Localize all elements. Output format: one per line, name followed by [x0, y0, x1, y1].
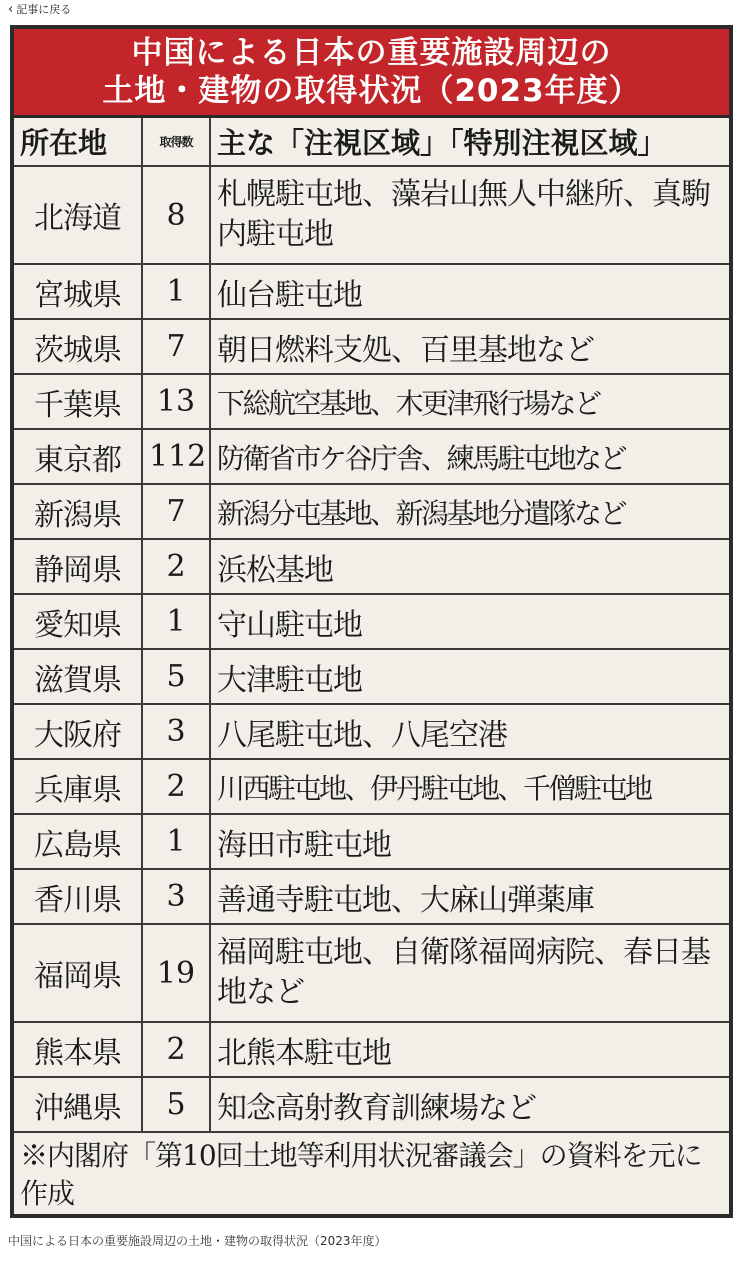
cell-areas: 善通寺駐屯地、大麻山弾薬庫 — [210, 869, 729, 924]
header-count: 取得数 — [142, 118, 210, 166]
table-row — [14, 1077, 729, 1132]
cell-count: 1 — [142, 594, 210, 649]
table-row — [14, 814, 729, 869]
cell-areas: 朝日燃料支処、百里基地など — [210, 319, 729, 374]
cell-count: 5 — [142, 649, 210, 704]
back-to-article-label: 記事に戻る — [16, 3, 72, 16]
header-prefecture: 所在地 — [14, 118, 142, 166]
cell-prefecture: 広島県 — [14, 814, 142, 869]
cell-count: 112 — [142, 429, 210, 484]
cell-areas: 八尾駐屯地、八尾空港 — [210, 704, 729, 759]
cell-areas: 新潟分屯基地、新潟基地分遣隊など — [210, 484, 729, 539]
cell-count: 1 — [142, 264, 210, 319]
cell-count: 3 — [142, 869, 210, 924]
cell-areas: 仙台駐屯地 — [210, 264, 729, 319]
cell-prefecture: 滋賀県 — [14, 649, 142, 704]
source-note: ※内閣府「第10回土地等利用状況審議会」の資料を元に作成 — [20, 1139, 702, 1210]
table-row — [14, 1022, 729, 1077]
acquisition-table — [14, 118, 729, 1133]
cell-areas: 防衛省市ケ谷庁舎、練馬駐屯地など — [210, 429, 729, 484]
table-row — [14, 539, 729, 594]
cell-areas: 浜松基地 — [210, 539, 729, 594]
cell-prefecture: 静岡県 — [14, 539, 142, 594]
cell-areas: 北熊本駐屯地 — [210, 1022, 729, 1077]
cell-areas: 知念高射教育訓練場など — [210, 1077, 729, 1132]
cell-count: 5 — [142, 1077, 210, 1132]
cell-prefecture: 茨城県 — [14, 319, 142, 374]
cell-prefecture: 千葉県 — [14, 374, 142, 429]
cell-count: 19 — [142, 924, 210, 1022]
cell-areas: 札幌駐屯地、藻岩山無人中継所、真駒内駐屯地 — [210, 166, 729, 264]
cell-areas: 大津駐屯地 — [210, 649, 729, 704]
table-header-row — [14, 118, 729, 166]
cell-prefecture: 宮城県 — [14, 264, 142, 319]
image-caption: 中国による日本の重要施設周辺の土地・建物の取得状況（2023年度） — [8, 1234, 387, 1248]
cell-count: 3 — [142, 704, 210, 759]
cell-count: 2 — [142, 539, 210, 594]
figure-title-line-2: 土地・建物の取得状況（2023年度） — [102, 73, 641, 109]
cell-areas: 守山駐屯地 — [210, 594, 729, 649]
table-row — [14, 704, 729, 759]
cell-prefecture: 新潟県 — [14, 484, 142, 539]
cell-prefecture: 沖縄県 — [14, 1077, 142, 1132]
cell-count: 2 — [142, 1022, 210, 1077]
cell-areas: 海田市駐屯地 — [210, 814, 729, 869]
table-row — [14, 924, 729, 1022]
table-row — [14, 759, 729, 814]
table-row — [14, 319, 729, 374]
table-row — [14, 649, 729, 704]
cell-count: 7 — [142, 484, 210, 539]
cell-prefecture: 福岡県 — [14, 924, 142, 1022]
back-to-article-link[interactable] — [8, 0, 71, 18]
cell-count: 13 — [142, 374, 210, 429]
cell-prefecture: 兵庫県 — [14, 759, 142, 814]
figure-title-line-1: 中国による日本の重要施設周辺の — [131, 35, 612, 71]
table-row — [14, 869, 729, 924]
cell-prefecture: 東京都 — [14, 429, 142, 484]
cell-count: 1 — [142, 814, 210, 869]
cell-count: 7 — [142, 319, 210, 374]
cell-prefecture: 熊本県 — [14, 1022, 142, 1077]
table-row — [14, 166, 729, 264]
cell-prefecture: 北海道 — [14, 166, 142, 264]
cell-count: 2 — [142, 759, 210, 814]
table-row — [14, 594, 729, 649]
cell-prefecture: 愛知県 — [14, 594, 142, 649]
cell-prefecture: 香川県 — [14, 869, 142, 924]
cell-prefecture: 大阪府 — [14, 704, 142, 759]
table-row — [14, 374, 729, 429]
table-row — [14, 484, 729, 539]
chevron-left-icon: ‹ — [8, 1, 14, 17]
cell-areas: 川西駐屯地、伊丹駐屯地、千僧駐屯地 — [210, 759, 729, 814]
table-row — [14, 264, 729, 319]
cell-areas: 福岡駐屯地、自衛隊福岡病院、春日基地など — [210, 924, 729, 1022]
figure-image — [10, 25, 733, 1218]
header-areas: 主な「注視区域」「特別注視区域」 — [210, 118, 729, 166]
figure-title — [14, 29, 729, 118]
cell-count: 8 — [142, 166, 210, 264]
table-row — [14, 429, 729, 484]
cell-areas: 下総航空基地、木更津飛行場など — [210, 374, 729, 429]
